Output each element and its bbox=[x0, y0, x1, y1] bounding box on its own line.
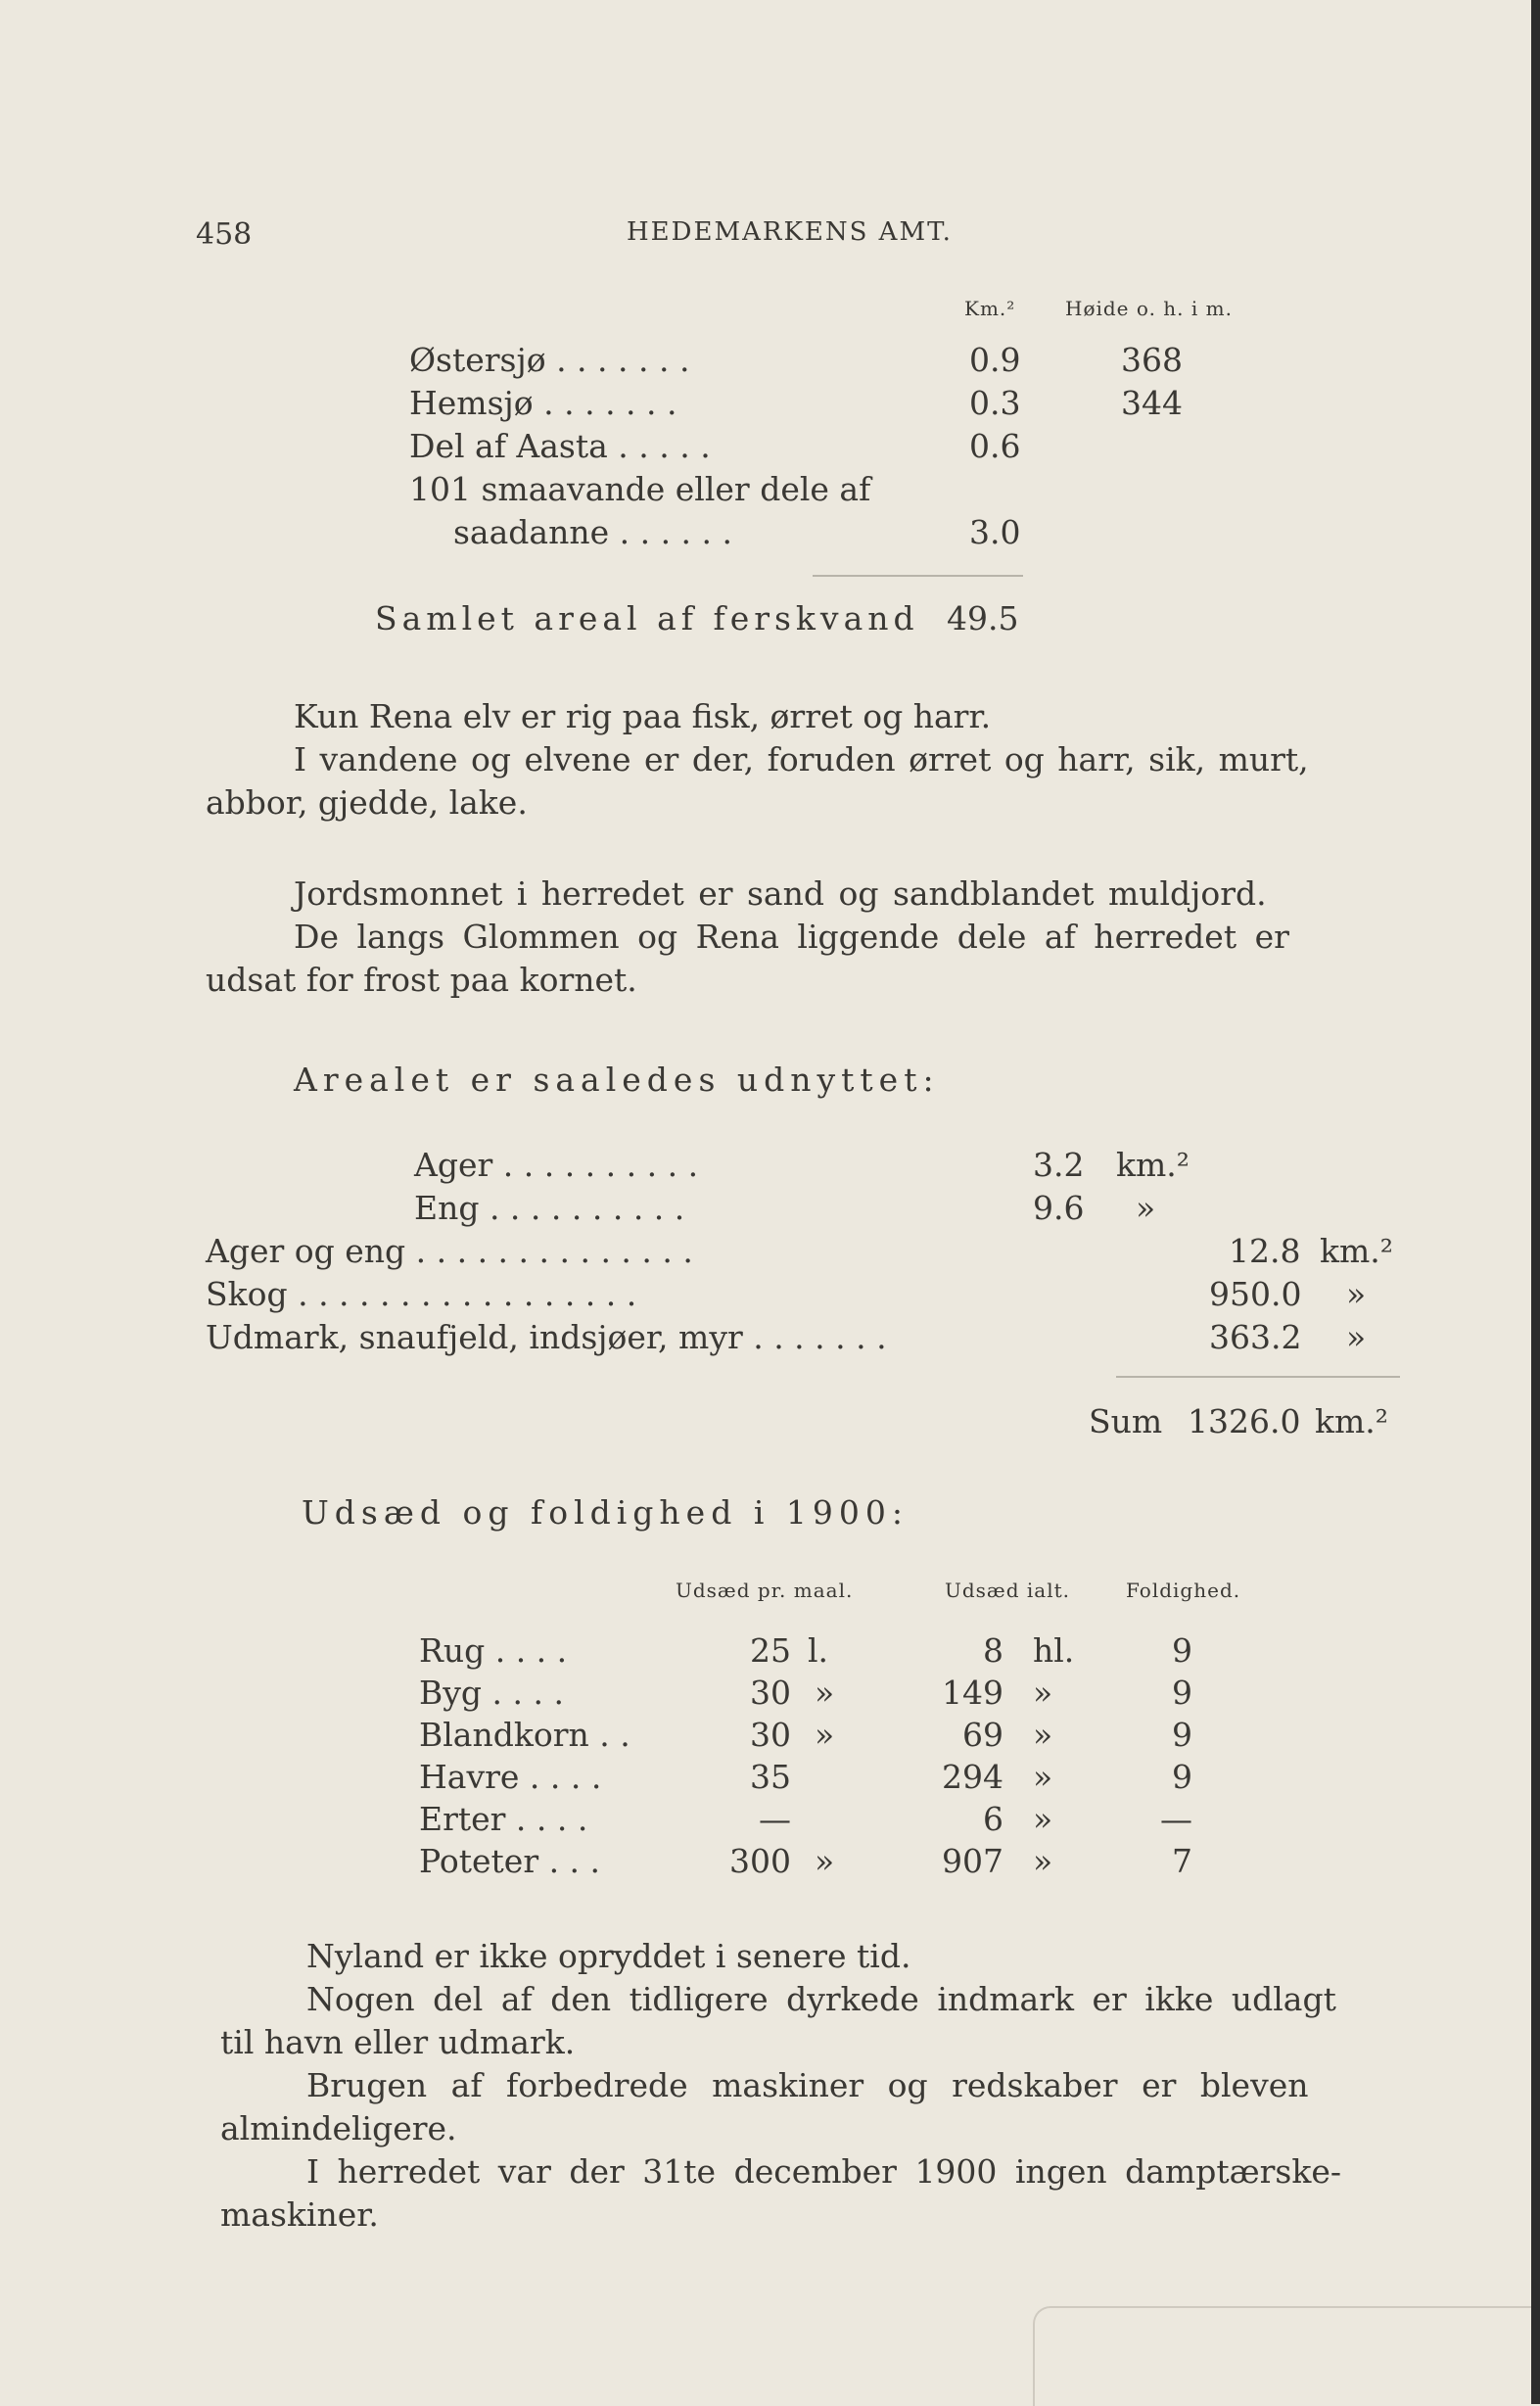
lake-area: 0.6 bbox=[969, 427, 1021, 465]
sum-rule bbox=[813, 575, 1023, 577]
seed-total: 294 bbox=[942, 1758, 1003, 1796]
seed-fold: 9 bbox=[1172, 1758, 1192, 1796]
text-line: Jordsmonnet i herredet er sand og sandblandet muldjord. bbox=[294, 874, 1267, 913]
seed-total: 6 bbox=[983, 1800, 1003, 1838]
lake-total-value: 49.5 bbox=[947, 599, 1019, 637]
lake-height: 368 bbox=[1121, 341, 1183, 379]
text-line: De langs Glommen og Rena liggende dele af herredet er bbox=[294, 918, 1289, 956]
seed-total: 69 bbox=[962, 1716, 1003, 1754]
crop-name: Poteter . . . bbox=[419, 1842, 601, 1880]
seed-per-unit: » bbox=[815, 1842, 835, 1880]
seed-heading: Udsæd og foldighed i 1900: bbox=[302, 1493, 909, 1532]
text-line: Nyland er ikke opryddet i senere tid. bbox=[306, 1937, 911, 1975]
usage-value: 12.8 bbox=[1229, 1232, 1301, 1270]
usage-label: Ager og eng . . . . . . . . . . . . . . bbox=[206, 1232, 693, 1270]
usage-unit: km.² bbox=[1320, 1232, 1394, 1270]
seed-fold: 9 bbox=[1172, 1716, 1192, 1754]
seed-total-unit: » bbox=[1033, 1842, 1053, 1880]
col-head-total: Udsæd ialt. bbox=[945, 1579, 1070, 1602]
usage-label: Ager . . . . . . . . . . bbox=[414, 1146, 699, 1184]
lake-name: 101 smaavande eller dele af bbox=[409, 470, 871, 508]
text-line: I herredet var der 31te december 1900 ingen damptærske- bbox=[306, 2152, 1341, 2191]
running-title: HEDEMARKENS AMT. bbox=[627, 217, 953, 247]
seed-total: 8 bbox=[983, 1631, 1003, 1670]
text-line: til havn eller udmark. bbox=[220, 2023, 576, 2061]
sum-unit: km.² bbox=[1315, 1402, 1389, 1440]
usage-label: Eng . . . . . . . . . . bbox=[414, 1189, 685, 1227]
usage-unit: km.² bbox=[1116, 1146, 1190, 1184]
seed-per: 35 bbox=[750, 1758, 791, 1796]
lake-name: Hemsjø . . . . . . . bbox=[409, 384, 677, 422]
usage-label: Udmark, snaufjeld, indsjøer, myr . . . . . . . bbox=[206, 1318, 887, 1356]
usage-value: 950.0 bbox=[1209, 1275, 1302, 1313]
seed-total-unit: » bbox=[1033, 1800, 1053, 1838]
text-line: Brugen af forbedrede maskiner og redskaber er bleven bbox=[306, 2066, 1309, 2104]
usage-subvalue: 9.6 bbox=[1033, 1189, 1085, 1227]
seed-total-unit: hl. bbox=[1033, 1631, 1075, 1670]
seed-fold: — bbox=[1160, 1800, 1192, 1838]
seed-total-unit: » bbox=[1033, 1758, 1053, 1796]
seed-fold: 7 bbox=[1172, 1842, 1192, 1880]
text-line: udsat for frost paa kornet. bbox=[206, 961, 637, 999]
text-line: maskiner. bbox=[220, 2195, 379, 2234]
text-line: almindeligere. bbox=[220, 2109, 457, 2147]
seed-per-unit: l. bbox=[808, 1631, 829, 1670]
lake-name: Østersjø . . . . . . . bbox=[409, 341, 690, 379]
seed-per: 300 bbox=[729, 1842, 791, 1880]
seed-fold: 9 bbox=[1172, 1674, 1192, 1712]
usage-label: Skog . . . . . . . . . . . . . . . . . bbox=[206, 1275, 637, 1313]
text-line: Nogen del af den tidligere dyrkede indmark er ikke udlagt bbox=[306, 1980, 1336, 2018]
lake-name: Del af Aasta . . . . . bbox=[409, 427, 711, 465]
sum-value: 1326.0 bbox=[1188, 1402, 1301, 1440]
seed-per-unit: » bbox=[815, 1674, 835, 1712]
page-corner-mark bbox=[1033, 2306, 1534, 2406]
usage-subvalue: 3.2 bbox=[1033, 1146, 1085, 1184]
lake-total-label: Samlet areal af ferskvand bbox=[375, 599, 919, 637]
lake-area: 3.0 bbox=[969, 513, 1021, 551]
usage-unit: » bbox=[1346, 1318, 1367, 1356]
sum-rule bbox=[1116, 1376, 1400, 1378]
page-edge bbox=[1531, 0, 1540, 2404]
seed-total: 149 bbox=[942, 1674, 1003, 1712]
seed-total-unit: » bbox=[1033, 1716, 1053, 1754]
seed-per: — bbox=[759, 1800, 791, 1838]
page-number: 458 bbox=[196, 217, 253, 252]
lake-name: saadanne . . . . . . bbox=[453, 513, 732, 551]
seed-total-unit: » bbox=[1033, 1674, 1053, 1712]
crop-name: Havre . . . . bbox=[419, 1758, 602, 1796]
lake-area: 0.3 bbox=[969, 384, 1021, 422]
usage-heading: Arealet er saaledes udnyttet: bbox=[294, 1061, 940, 1099]
col-head-per: Udsæd pr. maal. bbox=[676, 1579, 854, 1602]
lake-area: 0.9 bbox=[969, 341, 1021, 379]
seed-per: 30 bbox=[750, 1674, 791, 1712]
col-head-area: Km.² bbox=[964, 297, 1016, 320]
text-line: abbor, gjedde, lake. bbox=[206, 783, 528, 822]
crop-name: Rug . . . . bbox=[419, 1631, 568, 1670]
crop-name: Blandkorn . . bbox=[419, 1716, 630, 1754]
col-head-fold: Foldighed. bbox=[1126, 1579, 1241, 1602]
seed-per: 30 bbox=[750, 1716, 791, 1754]
usage-value: 363.2 bbox=[1209, 1318, 1302, 1356]
crop-name: Erter . . . . bbox=[419, 1800, 588, 1838]
seed-per-unit: » bbox=[815, 1716, 835, 1754]
text-line: I vandene og elvene er der, foruden ørret og harr, sik, murt, bbox=[294, 740, 1309, 778]
usage-unit: » bbox=[1346, 1275, 1367, 1313]
sum-label: Sum bbox=[1089, 1402, 1163, 1440]
seed-per: 25 bbox=[750, 1631, 791, 1670]
text-line: Kun Rena elv er rig paa fisk, ørret og harr. bbox=[294, 697, 992, 735]
lake-height: 344 bbox=[1121, 384, 1183, 422]
seed-total: 907 bbox=[942, 1842, 1003, 1880]
col-head-height: Høide o. h. i m. bbox=[1065, 297, 1233, 320]
crop-name: Byg . . . . bbox=[419, 1674, 564, 1712]
usage-unit: » bbox=[1136, 1189, 1156, 1227]
seed-fold: 9 bbox=[1172, 1631, 1192, 1670]
